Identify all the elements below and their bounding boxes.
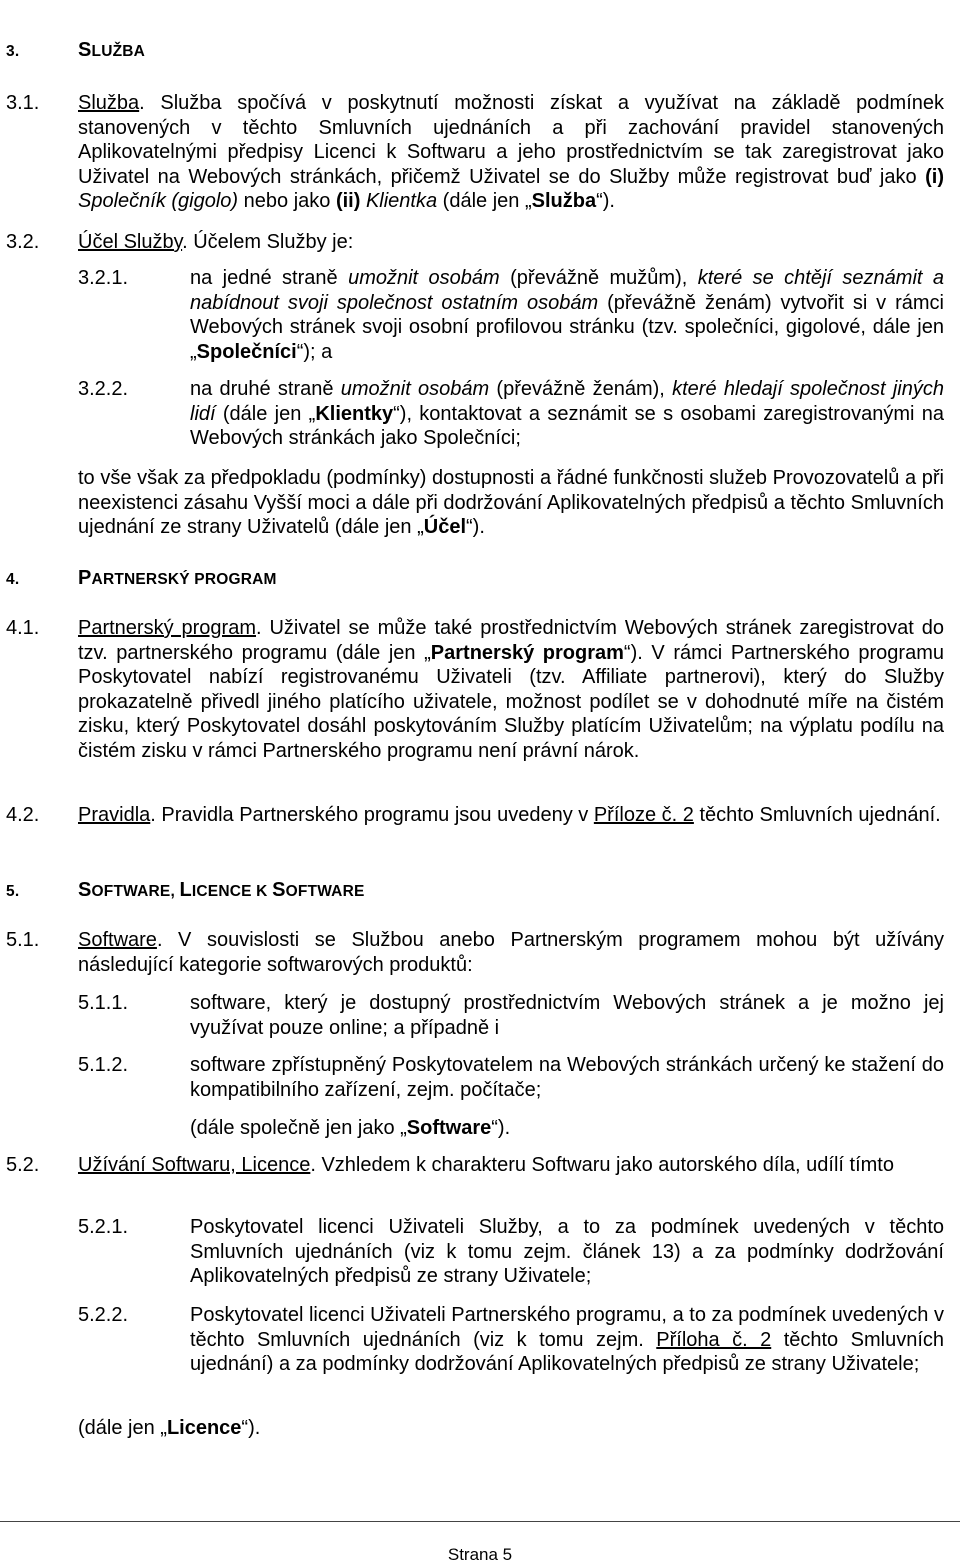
clause-5-2 xyxy=(6,1153,944,1178)
clause-number: 3.2.2. xyxy=(78,378,129,400)
clause-5-1-1 xyxy=(78,991,944,1040)
clause-text: (dále jen „ xyxy=(78,1417,167,1439)
clause-text: software, který je dostupný prostřednictvím Webových stránek a je možno jej využívat pouze online; a případně i xyxy=(190,992,944,1039)
clause-text: (dále společně jen jako „ xyxy=(190,1117,407,1139)
clause-5-1 xyxy=(6,928,944,977)
clause-number: 5.2. xyxy=(6,1154,40,1176)
appendix-link[interactable]: Příloha č. 2 xyxy=(656,1328,772,1351)
clause-5-2-2 xyxy=(78,1303,944,1377)
defined-term: Společníci xyxy=(196,340,297,363)
clause-text: “). xyxy=(466,516,485,538)
clause-text: software zpřístupněný Poskytovatelem na Webových stránkách určený ke stažení do kompatibilního zařízení, zejm. počítače; xyxy=(190,1054,944,1101)
clause-text: “), kontaktovat a seznámit se s osobami zaregistrovanými na Webových stránkách jako Společníci; xyxy=(190,402,944,449)
clause-5-2-1 xyxy=(78,1215,944,1289)
section-5-heading xyxy=(6,878,365,905)
clause-number: 3.1. xyxy=(6,92,40,114)
clause-text: na jedné straně xyxy=(190,267,349,289)
clause-text: těchto Smluvních ujednání. xyxy=(693,804,941,826)
defined-term: Partnerský program xyxy=(430,641,624,664)
heading-cap: S xyxy=(78,879,92,901)
heading-cap: S xyxy=(78,39,92,61)
term-italic: Společník (gigolo) xyxy=(78,190,239,212)
italic-text: které hledají společnost jiných lidí xyxy=(190,378,944,425)
clause-3-2-2 xyxy=(78,377,944,451)
clause-number: 3.2.1. xyxy=(78,267,129,289)
clause-text: . V souvislosti se Službou anebo Partnerským programem mohou být užívány následující kategorie softwarových produktů: xyxy=(78,929,944,976)
section-3-heading xyxy=(6,38,145,65)
heading-rest: ICENCE K xyxy=(191,883,273,900)
clause-title: Software xyxy=(78,929,157,951)
clause-title: Služba xyxy=(78,92,140,114)
clause-number: 4.1. xyxy=(6,617,40,639)
clause-text: “). V rámci Partnerského programu Poskytovatel nabízí registrovanému Uživateli (tzv. Affiliate partnerovi), který do Služby prokazatelně přivedl jiného platícího uživatele, možnost podílet se v dohodnuté míře na čistém zisku, který Poskytovatel dosáhl poskytováním Služby platícím Uživatelům; na výplatu podílu na čistém zisku v rámci Partnerského programu není právní nárok. xyxy=(78,641,944,762)
defined-term: Klientky xyxy=(315,402,394,425)
defined-term: Software xyxy=(406,1117,492,1139)
term-marker: (i) xyxy=(925,165,944,188)
clause-text: . Uživatel se může také prostřednictvím Webových stránek zaregistrovat do tzv. partnerského programu (dále jen „ xyxy=(78,617,944,664)
clause-number: 5.2.1. xyxy=(78,1216,129,1238)
clause-5-1-tail xyxy=(190,1116,944,1141)
section-number: 3. xyxy=(6,43,20,60)
clause-number: 5.1.1. xyxy=(78,992,129,1014)
clause-text: . Služba spočívá v poskytnutí možnosti získat a využívat na základě podmínek stanovených v těchto Smluvních ujednáních a při zachování pravidel stanovených Aplikovatelnými předpisy Licenci k Softwaru a jeho prostřednictvím se tak zaregistrovat jako Uživatel na Webových stránkách, přičemž Uživatel se do Služby může registrovat buď jako xyxy=(78,92,944,188)
appendix-link[interactable]: Příloze č. 2 xyxy=(593,804,694,826)
clause-text: to vše však za předpokladu (podmínky) dostupnosti a řádné funkčnosti služeb Provozovatelů a při neexistenci zásahu Vyšší moci a dále při dodržování Aplikovatelných předpisů a těchto Smluvních ujednání ze strany Uživatelů (dále jen „ xyxy=(78,467,944,538)
clause-3-2 xyxy=(6,230,944,255)
italic-text: umožnit osobám xyxy=(340,378,490,400)
clause-text: (převážně ženám), xyxy=(489,378,673,400)
clause-text: . Vzhledem k charakteru Softwaru jako autorského díla, udílí tímto xyxy=(310,1154,894,1176)
clause-text: (dále jen „ xyxy=(215,402,316,425)
section-number: 5. xyxy=(6,883,20,900)
heading-rest: ARTNERSKÝ PROGRAM xyxy=(91,571,277,588)
clause-text: (převážně mužům), xyxy=(499,267,698,289)
clause-title: Partnerský program xyxy=(78,617,256,639)
clause-3-1 xyxy=(6,91,944,214)
clause-text: Poskytovatel licenci Uživateli Služby, a to za podmínek uvedených v těchto Smluvních ujednáních (viz k tomu zejm. článek 13) a za podmínky dodržování Aplikovatelných předpisů ze strany Uživatele; xyxy=(190,1216,944,1287)
clause-text: “). xyxy=(491,1117,511,1139)
clause-title: Pravidla xyxy=(78,804,151,826)
section-number: 4. xyxy=(6,571,20,588)
clause-title: Účel Služby xyxy=(78,231,183,253)
clause-5-2-tail xyxy=(78,1416,944,1441)
clause-5-1-2 xyxy=(78,1053,944,1102)
italic-text: které se chtějí seznámit a nabídnout svoji společnost ostatním osobám xyxy=(190,267,945,314)
clause-4-1 xyxy=(6,616,944,763)
clause-4-2 xyxy=(6,803,944,828)
term-marker: (ii) xyxy=(335,190,361,212)
clause-text: “); a xyxy=(296,340,333,363)
section-4-heading xyxy=(6,566,277,593)
clause-text: “). xyxy=(596,190,615,212)
clause-text: (převážně ženám) vytvořit si v rámci Webových stránek svoji osobní profilovou stránku (tzv. společníci, gigolové, dále jen „ xyxy=(190,291,944,363)
clause-number: 5.2.2. xyxy=(78,1304,129,1326)
clause-text: těchto Smluvních ujednání) a za podmínky dodržování Aplikovatelných předpisů ze strany Uživatele; xyxy=(190,1328,944,1375)
clause-text: . Účelem Služby je: xyxy=(182,231,354,253)
defined-term: Účel xyxy=(423,516,466,538)
clause-number: 5.1. xyxy=(6,929,40,951)
page-number: Strana 5 xyxy=(447,1545,513,1564)
italic-text: umožnit osobám xyxy=(348,267,500,289)
clause-number: 4.2. xyxy=(6,804,40,826)
term-italic: Klientka xyxy=(360,190,438,212)
clause-text: Poskytovatel licenci Uživateli Partnerského programu, a to za podmínek uvedených v těchto Smluvních ujednáních (viz k tomu zejm. xyxy=(190,1304,944,1351)
clause-3-2-tail xyxy=(78,466,944,540)
clause-text: nebo jako xyxy=(238,190,336,212)
defined-term: Licence xyxy=(166,1417,242,1439)
clause-title: Užívání Softwaru, Licence xyxy=(78,1154,311,1176)
clause-text: . Pravidla Partnerského programu jsou uvedeny v xyxy=(150,804,594,826)
heading-cap: L xyxy=(179,879,192,901)
heading-sep: , xyxy=(170,883,180,900)
clause-text: na druhé straně xyxy=(190,378,341,400)
heading-rest: OFTWARE xyxy=(91,883,171,900)
clause-text: “). xyxy=(241,1417,261,1439)
heading-cap: S xyxy=(272,879,286,901)
heading-rest: LUŽBA xyxy=(91,43,146,60)
footer-divider xyxy=(0,1521,960,1522)
heading-cap: P xyxy=(78,567,92,589)
defined-term: Služba xyxy=(531,190,597,212)
clause-number: 5.1.2. xyxy=(78,1054,129,1076)
clause-3-2-1 xyxy=(78,266,945,364)
heading-rest: OFTWARE xyxy=(285,883,365,900)
clause-number: 3.2. xyxy=(6,231,40,253)
clause-text: (dále jen „ xyxy=(437,190,532,212)
